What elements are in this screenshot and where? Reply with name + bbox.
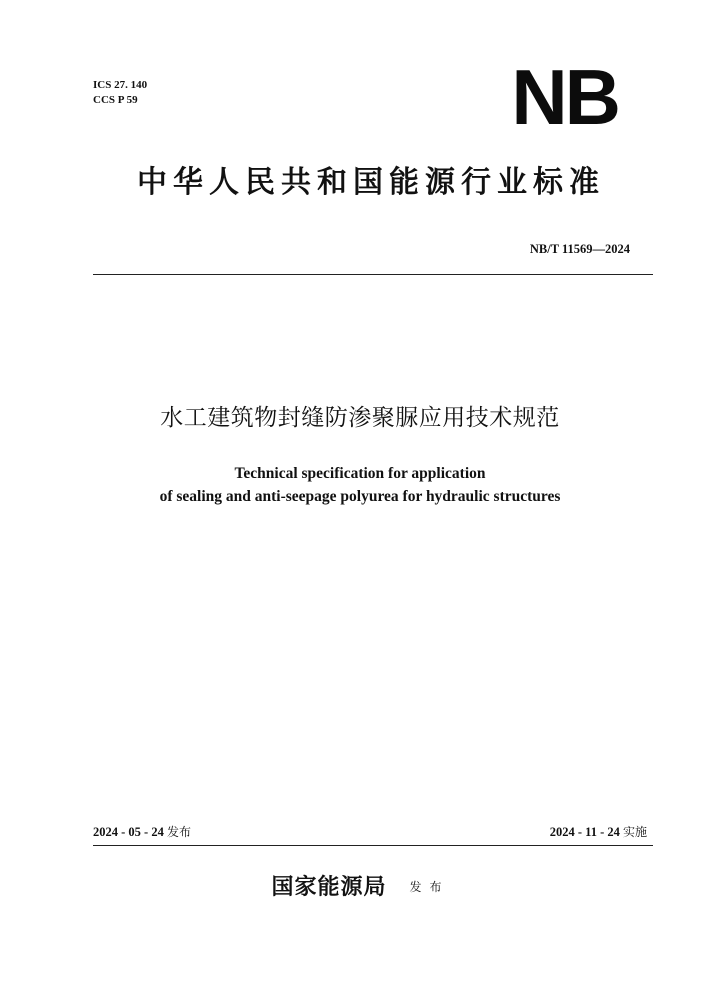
- top-divider: [93, 274, 653, 275]
- standard-type-title: 中华人民共和国能源行业标准: [137, 165, 605, 200]
- document-title-english-line2: of sealing and anti-seepage polyurea for hydraulic structures: [159, 488, 561, 505]
- issuer-verb: 发布: [409, 880, 450, 894]
- bottom-divider: [93, 845, 653, 846]
- document-title-chinese: 水工建筑物封缝防渗聚脲应用技术规范: [160, 405, 560, 431]
- standard-number: NB/T 11569—2024: [529, 242, 630, 256]
- implementation-date-value: 2024 - 11 - 24: [549, 825, 620, 839]
- ics-code: ICS 27. 140: [93, 79, 148, 91]
- document-title-english-line1: Technical specification for application: [234, 465, 486, 482]
- issue-date-label: 发布: [166, 825, 191, 839]
- issuer-name: 国家能源局: [271, 874, 387, 900]
- ccs-code: CCS P 59: [93, 94, 138, 106]
- implementation-date-label: 实施: [622, 825, 647, 839]
- issuer: [0, 870, 721, 904]
- implementation-date: [550, 823, 647, 841]
- nb-logo: NB: [511, 53, 618, 141]
- classification-codes: [93, 78, 147, 108]
- issue-date: [93, 823, 191, 841]
- issue-date-value: 2024 - 05 - 24: [93, 825, 164, 839]
